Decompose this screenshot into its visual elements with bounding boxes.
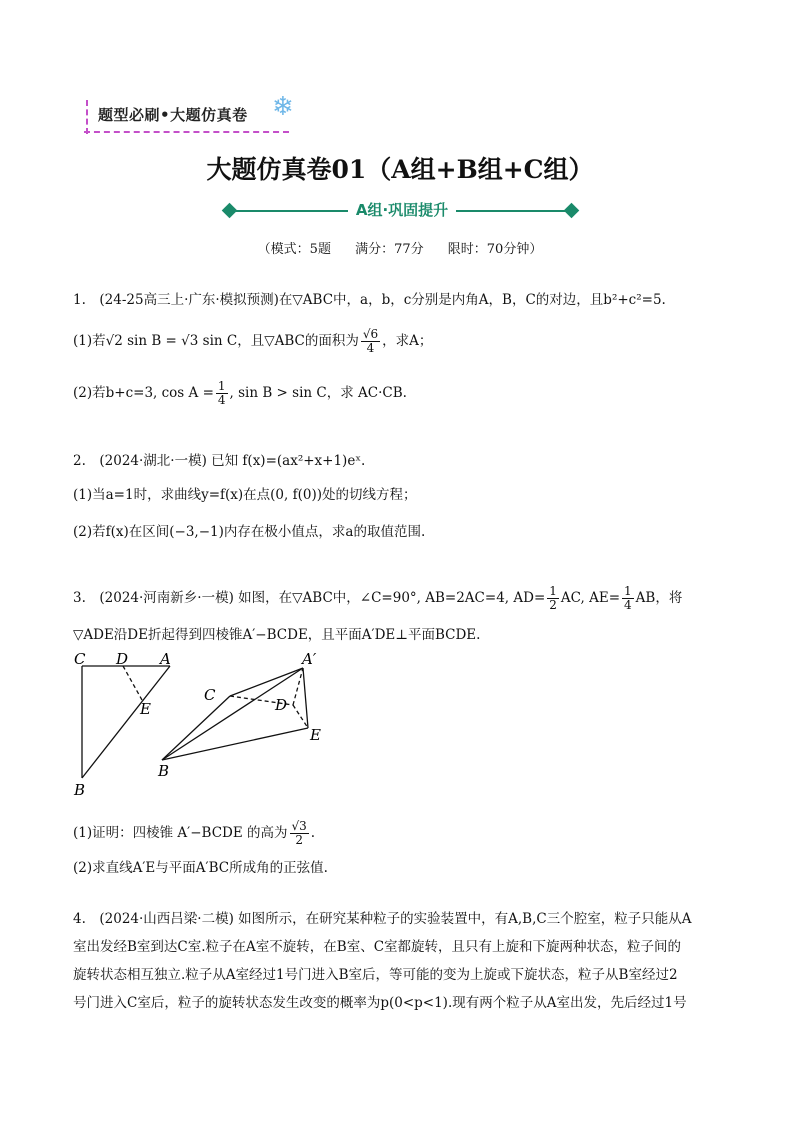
- section-tag: [84, 92, 294, 134]
- exam-meta: [0, 238, 800, 257]
- frac-den: 4: [624, 598, 632, 612]
- q1-p1-fraction: [361, 328, 380, 355]
- frac-den: 2: [549, 598, 557, 612]
- q1-stem: [73, 290, 666, 310]
- q3-l1b: AC, AE=: [560, 590, 621, 606]
- q3-stem-line2: ▽ADE沿DE折起得到四棱锥A′−BCDE，且平面A′DE⊥平面BCDE.: [73, 627, 481, 643]
- fig2-label-A: A′: [302, 650, 317, 668]
- fig1-label-C: C: [74, 650, 86, 668]
- q3-stem-line1: [73, 585, 682, 612]
- fig1-label-D: D: [116, 650, 129, 668]
- tag-label: 题型必刷•大题仿真卷: [98, 106, 248, 124]
- tag-dashed-vertical: [86, 100, 88, 134]
- fig2-label-D: D: [275, 696, 288, 714]
- q4-line2: 室出发经B室到达C室.粒子在A室不旋转，在B室、C室都旋转，且只有上旋和下旋两种状态，粒子间的: [73, 939, 682, 955]
- fig1-label-A: A: [160, 650, 171, 668]
- q1-part2: [73, 380, 407, 407]
- group-banner: [222, 200, 582, 224]
- q3-l1c: AB，将: [635, 590, 683, 606]
- q3-figure: [70, 648, 340, 803]
- frac-den: 4: [217, 393, 226, 407]
- q3-part1: [73, 820, 315, 847]
- q1-p2-text: (2)若b+c=3, cos A =: [73, 385, 214, 401]
- q1-source: 1. (24-25高三上·广东·模拟预测): [73, 292, 279, 308]
- q2-part2: (2)若f(x)在区间(−3,−1)内存在极小值点，求a的取值范围.: [73, 524, 426, 540]
- q1-p2-fraction: [216, 380, 228, 407]
- fig2-label-E: E: [310, 726, 321, 744]
- q4-line1: 4. (2024·山西吕梁·二模) 如图所示，在研究某种粒子的实验装置中，有A,B,C三个腔室，粒子只能从A: [73, 911, 692, 927]
- q4-line3: 旋转状态相互独立.粒子从A室经过1号门进入B室后，等可能的变为上旋或下旋状态，粒子从B室经过2: [73, 967, 678, 983]
- fig2-label-C: C: [204, 686, 216, 704]
- q1-p1-suffix: ，求A；: [382, 333, 433, 349]
- banner-line-right: [456, 210, 568, 212]
- frac-num: 1: [624, 584, 632, 598]
- tag-dashed-underline: [84, 131, 289, 133]
- diamond-right-icon: [564, 203, 580, 219]
- frac-num: √6: [362, 327, 379, 341]
- frac-den: 2: [295, 833, 303, 847]
- meta-time: 限时：70分钟）: [447, 242, 543, 257]
- q1-p1-text: √2 sin B = √3 sin C，且▽ABC的面积为: [105, 333, 359, 349]
- frac-num: 1: [549, 584, 557, 598]
- q3-l1a: 3. (2024·河南新乡·一模) 如图，在▽ABC中，∠C=90°, AB=2AC=4, AD=: [73, 590, 546, 606]
- q4-line4: 号门进入C室后，粒子的旋转状态发生改变的概率为p(0<p<1).现有两个粒子从A室出发，先后经过1号: [73, 995, 687, 1011]
- q1-p2-suffix: , sin B > sin C，求 AC·CB.: [229, 385, 407, 401]
- meta-score: 满分：77分: [355, 242, 424, 257]
- frac-den: 4: [366, 341, 375, 355]
- triangle-figure: [82, 666, 170, 778]
- frac-num: √3: [291, 819, 307, 833]
- snowflake-icon: ❄: [272, 92, 294, 122]
- meta-mode: （模式：5题: [257, 242, 331, 257]
- q3-p1-fraction: [290, 820, 309, 847]
- fig2-label-B: B: [158, 762, 170, 780]
- q3-fraction-1: [547, 585, 559, 612]
- q2-stem: 2. (2024·湖北·一模) 已知 f(x)=(ax²+x+1)eˣ.: [73, 453, 366, 469]
- fig1-label-E: E: [140, 700, 151, 718]
- q3-part2: (2)求直线A′E与平面A′BC所成角的正弦值.: [73, 860, 328, 876]
- q1-part1: [73, 328, 432, 355]
- banner-label: A组·巩固提升: [355, 201, 449, 219]
- diamond-left-icon: [222, 203, 238, 219]
- q1-stem-text: 在▽ABC中，a，b，c分别是内角A，B，C的对边，且b²+c²=5.: [278, 292, 666, 308]
- q2-part1: (1)当a=1时，求曲线y=f(x)在点(0, f(0))处的切线方程；: [73, 487, 417, 503]
- q3-fraction-2: [622, 585, 634, 612]
- pyramid-figure: [162, 668, 308, 760]
- q1-p1-prefix: (1)若: [73, 333, 106, 349]
- q3-p1-suffix: .: [310, 825, 316, 841]
- fig1-label-B: B: [74, 781, 86, 799]
- page-title: 大题仿真卷01（A组+B组+C组）: [206, 155, 594, 184]
- banner-line-left: [236, 210, 348, 212]
- frac-num: 1: [217, 379, 226, 393]
- q3-p1-text: (1)证明：四棱锥 A′−BCDE 的高为: [73, 825, 288, 841]
